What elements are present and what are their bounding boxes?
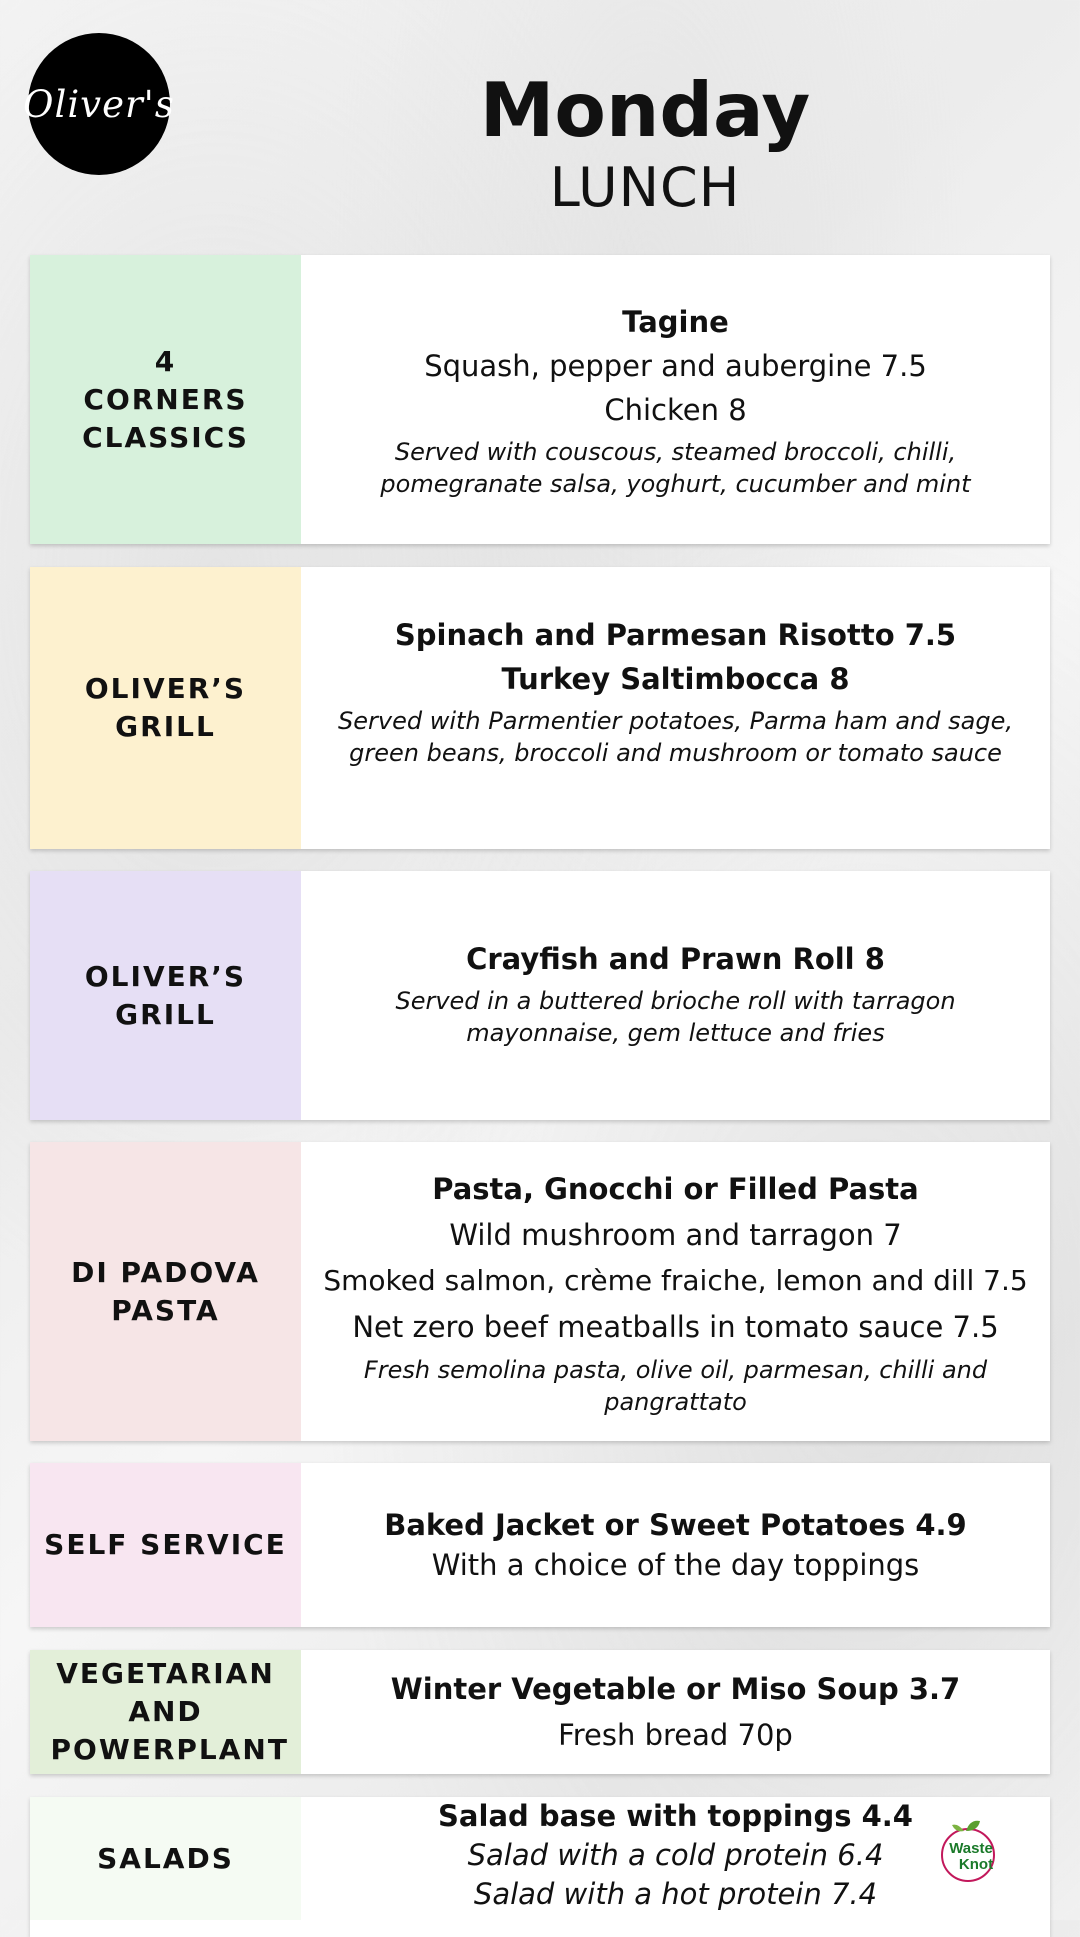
section-content xyxy=(301,1463,1050,1627)
dish-note: Served in a buttered brioche roll with tarragon mayonnaise, gem lettuce and fries xyxy=(395,987,956,1047)
dish-option: Chicken 8 xyxy=(604,392,747,427)
section-di-padova-pasta xyxy=(30,1142,1050,1441)
dish-option: Net zero beef meatballs in tomato sauce 7.5 xyxy=(352,1309,999,1344)
section-label xyxy=(30,1463,301,1627)
section-content xyxy=(301,1650,1050,1774)
dish-title: Salad base with toppings 4.4 xyxy=(438,1799,913,1833)
section-content xyxy=(301,1142,1050,1441)
section-content xyxy=(301,567,1050,849)
olivers-logo xyxy=(23,33,175,175)
badge-text-1: Waste xyxy=(949,1840,993,1857)
section-label xyxy=(30,1797,301,1920)
dish-note: Served with Parmentier potatoes, Parma ham and sage, green beans, broccoli and mushroom or tomato sauce xyxy=(338,707,1013,767)
dish-option: With a choice of the day toppings xyxy=(431,1548,920,1582)
section-label xyxy=(30,1142,301,1441)
section-label xyxy=(30,1650,301,1774)
dish-option: Fresh bread 70p xyxy=(558,1718,793,1752)
dish-title: Spinach and Parmesan Risotto 7.5 xyxy=(394,618,957,652)
dish-title: Crayfish and Prawn Roll 8 xyxy=(466,942,885,976)
dish-option: Squash, pepper and aubergine 7.5 xyxy=(424,348,927,383)
dish-option: Wild mushroom and tarragon 7 xyxy=(449,1217,902,1252)
section-label-text: OLIVER’S GRILL xyxy=(84,672,247,743)
dish-title: Turkey Saltimbocca 8 xyxy=(501,662,850,696)
section-salads xyxy=(30,1797,1050,1937)
dish-note: Fresh semolina pasta, olive oil, parmesan, chilli and pangrattato xyxy=(363,1355,988,1416)
section-olivers-grill-2 xyxy=(30,871,1050,1120)
dish-option: Smoked salmon, crème fraiche, lemon and dill 7.5 xyxy=(323,1263,1028,1297)
section-label-text: DI PADOVA PASTA xyxy=(71,1255,260,1327)
section-olivers-grill-1 xyxy=(30,567,1050,849)
dish-title: Winter Vegetable or Miso Soup 3.7 xyxy=(390,1672,961,1706)
section-label xyxy=(30,871,301,1120)
dish-note: Served with couscous, steamed broccoli, chilli, pomegranate salsa, yoghurt, cucumber and mint xyxy=(380,437,971,498)
logo-text: Oliver's xyxy=(23,82,175,126)
dish-title: Pasta, Gnocchi or Filled Pasta xyxy=(432,1171,919,1206)
day-title: Monday xyxy=(479,66,811,154)
section-label-text: SALADS xyxy=(97,1841,234,1875)
section-label-text: SELF SERVICE xyxy=(44,1528,287,1561)
section-label-text: OLIVER’S GRILL xyxy=(84,959,247,1031)
section-4-corners-classics xyxy=(30,255,1050,544)
waste-knot-badge-icon xyxy=(936,1817,1006,1883)
dish-option: Salad with a cold protein 6.4 xyxy=(467,1838,884,1872)
section-content xyxy=(301,871,1050,1120)
page-heading xyxy=(300,66,1080,219)
dish-option: Salad with a hot protein 7.4 xyxy=(473,1877,878,1911)
section-content xyxy=(301,1797,1050,1937)
section-label xyxy=(30,255,301,544)
dish-title: Tagine xyxy=(622,304,729,339)
badge-text-2: Knot xyxy=(958,1856,994,1873)
section-vegetarian-powerplant xyxy=(30,1650,1050,1774)
dish-title: Baked Jacket or Sweet Potatoes 4.9 xyxy=(384,1508,967,1542)
section-self-service xyxy=(30,1463,1050,1627)
section-content xyxy=(301,255,1050,544)
section-label-text: VEGETARIAN AND POWERPLANT xyxy=(50,1657,289,1766)
section-label-text: 4 CORNERS CLASSICS xyxy=(82,344,249,454)
meal-title: LUNCH xyxy=(549,156,741,219)
section-label xyxy=(30,567,301,849)
